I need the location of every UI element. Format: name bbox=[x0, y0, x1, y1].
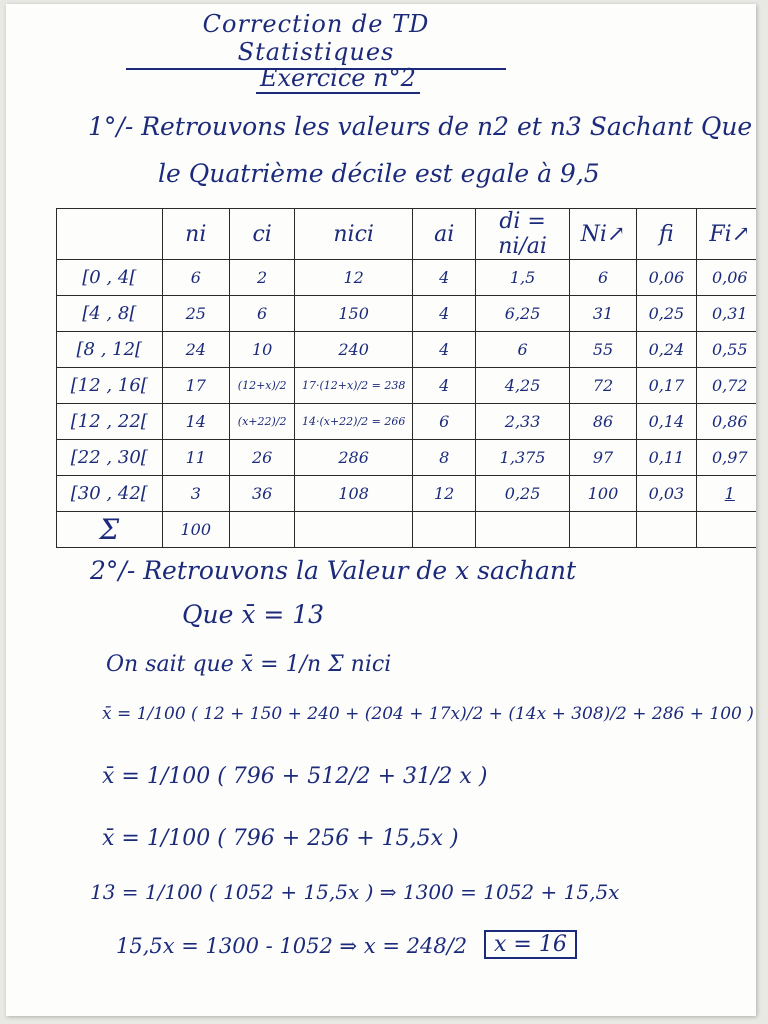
table-cell: 0,06 bbox=[696, 260, 756, 296]
table-cell: 6 bbox=[162, 260, 229, 296]
table-cell: 0,25 bbox=[637, 296, 696, 332]
table-cell: 1,5 bbox=[476, 260, 570, 296]
table-cell: 240 bbox=[295, 332, 413, 368]
table-cell: 8 bbox=[412, 440, 475, 476]
table-cell: 100 bbox=[569, 476, 636, 512]
header-cell: nici bbox=[295, 209, 413, 260]
sum-symbol-cell: Σ bbox=[57, 512, 163, 548]
table-cell: 1,375 bbox=[476, 440, 570, 476]
table-cell: 0,55 bbox=[696, 332, 756, 368]
table-cell: 0,25 bbox=[476, 476, 570, 512]
mean-simplified: x̄ = 1/100 ( 796 + 512/2 + 31/2 x ) bbox=[102, 764, 488, 789]
header-cell: di = ni/ai bbox=[476, 209, 570, 260]
class-cell: [4 , 8[ bbox=[57, 296, 163, 332]
table-cell: 6,25 bbox=[476, 296, 570, 332]
question-2-line-2: Que x̄ = 13 bbox=[182, 600, 325, 629]
question-2-line-1: 2°/- Retrouvons la Valeur de x sachant bbox=[90, 556, 577, 585]
header-cell: Ni↗ bbox=[569, 209, 636, 260]
class-cell: [22 , 30[ bbox=[57, 440, 163, 476]
statistics-table bbox=[56, 208, 756, 548]
table-cell: 0,31 bbox=[696, 296, 756, 332]
table-cell: 6 bbox=[412, 404, 475, 440]
table-cell: 0,86 bbox=[696, 404, 756, 440]
table-cell: 0,24 bbox=[637, 332, 696, 368]
table-cell: 4 bbox=[412, 296, 475, 332]
total-cell: 100 bbox=[162, 512, 229, 548]
table-header-row bbox=[57, 209, 757, 260]
mean-reduced: x̄ = 1/100 ( 796 + 256 + 15,5x ) bbox=[102, 826, 459, 851]
table-cell: 0,72 bbox=[696, 368, 756, 404]
table-cell: 0,03 bbox=[637, 476, 696, 512]
question-1-line-1: 1°/- Retrouvons les valeurs de n2 et n3 Sachant Que bbox=[88, 112, 753, 141]
table-cell: 6 bbox=[569, 260, 636, 296]
table-cell: 0,11 bbox=[637, 440, 696, 476]
table-row bbox=[57, 404, 757, 440]
table-cell: 31 bbox=[569, 296, 636, 332]
page-title: Correction de TD Statistiques bbox=[126, 10, 506, 70]
total-cell bbox=[476, 512, 570, 548]
table-cell: 12 bbox=[412, 476, 475, 512]
table-cell: 14·(x+22)/2 = 266 bbox=[295, 404, 413, 440]
total-cell bbox=[412, 512, 475, 548]
table-cell: 24 bbox=[162, 332, 229, 368]
solution-line: 15,5x = 1300 - 1052 ⇒ x = 248/2 bbox=[116, 934, 468, 958]
table-cell: 150 bbox=[295, 296, 413, 332]
table-cell: 14 bbox=[162, 404, 229, 440]
table-cell: 0,14 bbox=[637, 404, 696, 440]
total-cell bbox=[295, 512, 413, 548]
header-cell: ni bbox=[162, 209, 229, 260]
table-cell: 97 bbox=[569, 440, 636, 476]
table-cell: 12 bbox=[295, 260, 413, 296]
class-cell: [8 , 12[ bbox=[57, 332, 163, 368]
table-row bbox=[57, 260, 757, 296]
exercise-title: Exercice n°2 bbox=[256, 64, 420, 94]
table-total-row bbox=[57, 512, 757, 548]
table-cell: 6 bbox=[476, 332, 570, 368]
header-cell: fi bbox=[637, 209, 696, 260]
class-cell: [30 , 42[ bbox=[57, 476, 163, 512]
table-cell: 286 bbox=[295, 440, 413, 476]
table-cell: 11 bbox=[162, 440, 229, 476]
table-cell: 4,25 bbox=[476, 368, 570, 404]
table-cell: 25 bbox=[162, 296, 229, 332]
table-cell: 55 bbox=[569, 332, 636, 368]
table-row bbox=[57, 440, 757, 476]
table-cell: 4 bbox=[412, 260, 475, 296]
class-cell: [12 , 22[ bbox=[57, 404, 163, 440]
table-cell: (x+22)/2 bbox=[229, 404, 294, 440]
table-row bbox=[57, 332, 757, 368]
table-cell: 86 bbox=[569, 404, 636, 440]
table-cell: 3 bbox=[162, 476, 229, 512]
table-cell: 72 bbox=[569, 368, 636, 404]
table-cell: 0,06 bbox=[637, 260, 696, 296]
header-cell: Fi↗ bbox=[696, 209, 756, 260]
class-cell: [12 , 16[ bbox=[57, 368, 163, 404]
table-cell: 26 bbox=[229, 440, 294, 476]
table-row bbox=[57, 368, 757, 404]
table-cell: 2,33 bbox=[476, 404, 570, 440]
table-row bbox=[57, 296, 757, 332]
table-row bbox=[57, 476, 757, 512]
table-cell: 4 bbox=[412, 368, 475, 404]
class-cell: [0 , 4[ bbox=[57, 260, 163, 296]
table-cell: 6 bbox=[229, 296, 294, 332]
question-1-line-2: le Quatrième décile est egale à 9,5 bbox=[158, 159, 600, 188]
header-cell bbox=[57, 209, 163, 260]
mean-expansion: x̄ = 1/100 ( 12 + 150 + 240 + (204 + 17x)/2 + (14x + 308)/2 + 286 + 100 ) bbox=[102, 704, 754, 724]
header-cell: ai bbox=[412, 209, 475, 260]
mean-definition: On sait que x̄ = 1/n Σ nici bbox=[106, 652, 392, 677]
total-cell bbox=[696, 512, 756, 548]
total-cell bbox=[229, 512, 294, 548]
table-cell: 17·(12+x)/2 = 238 bbox=[295, 368, 413, 404]
final-answer-box: x = 16 bbox=[484, 930, 577, 959]
header-cell: ci bbox=[229, 209, 294, 260]
table-cell: 0,17 bbox=[637, 368, 696, 404]
table-cell: 0,97 bbox=[696, 440, 756, 476]
table-cell: (12+x)/2 bbox=[229, 368, 294, 404]
table-cell: 4 bbox=[412, 332, 475, 368]
table-cell: 2 bbox=[229, 260, 294, 296]
total-cell bbox=[569, 512, 636, 548]
equation-line: 13 = 1/100 ( 1052 + 15,5x ) ⇒ 1300 = 1052 + 15,5x bbox=[90, 880, 620, 904]
table-cell: 1 bbox=[696, 476, 756, 512]
total-cell bbox=[637, 512, 696, 548]
table-cell: 17 bbox=[162, 368, 229, 404]
table-cell: 36 bbox=[229, 476, 294, 512]
table-cell: 108 bbox=[295, 476, 413, 512]
handwritten-page bbox=[6, 4, 756, 1016]
table-cell: 10 bbox=[229, 332, 294, 368]
